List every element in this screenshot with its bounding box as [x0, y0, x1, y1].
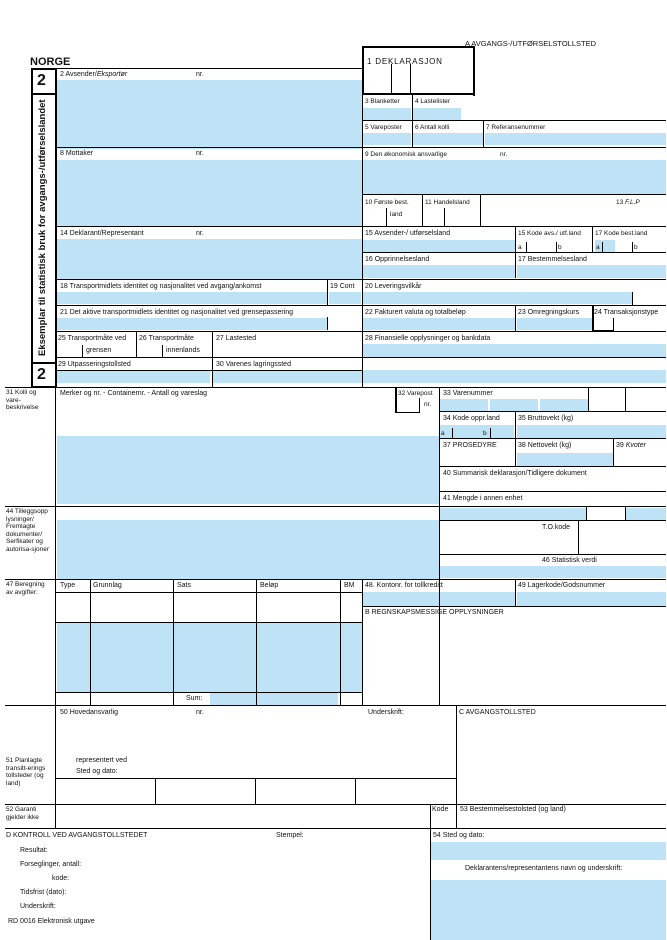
result-label: Resultat: [20, 847, 48, 854]
field-15-b: b [558, 244, 562, 251]
box-a-label: A AVGANGS-/UTFØRSELSTOLLSTED [465, 39, 597, 48]
col-grunnlag: Grunnlag [93, 582, 122, 589]
field-52-label: 52 Garanti gjelder ikke [6, 806, 39, 821]
represented-by-label: representert ved [76, 757, 127, 764]
country-label: NORGE [30, 56, 71, 68]
place-date-label: Sted og dato: [76, 768, 118, 775]
field-29-label: 29 Utpasseringstollsted [58, 361, 131, 368]
field-2-label: 2 Avsender/Eksportør [60, 71, 128, 78]
box-b-label: B REGNSKAPSMESSIGE OPPLYSNINGER [365, 609, 504, 616]
field-15-code-label: 15 Kode avs./ utf.land [518, 230, 581, 237]
col-belop: Beløp [260, 582, 279, 589]
field-16-label: 16 Opprinnelsesland [365, 256, 430, 263]
col-sats: Sats [177, 582, 192, 589]
field-11-label: 11 Handelsland [425, 199, 470, 206]
declarant-signature-label: Deklarantens/representantens navn og underskrift: [465, 865, 623, 872]
field-22-label: 22 Fakturert valuta og totalbeløp [365, 309, 466, 316]
footer-label: RD 0016 Elektronisk utgave [8, 918, 95, 925]
vertical-copy-text: Eksemplar til statistisk bruk for avgangs-/utførselslandet [37, 99, 48, 356]
field-32-label-a: 32 Varepost [398, 390, 433, 397]
box-1-label: 1 DEKLARASJON [367, 57, 443, 66]
field-20-label: 20 Leveringsvilkår [365, 283, 422, 290]
field-5-label: 5 Vareposter [365, 124, 402, 131]
deadline-label: Tidsfrist (dato): [20, 889, 67, 896]
field-25-label-b: grensen [86, 347, 112, 354]
field-46-label: 46 Statistisk verdi [542, 557, 597, 564]
field-41-label: 41 Mengde i annen enhet [443, 495, 523, 502]
field-48-label: 48. Kontonr. for tollkreditt [365, 582, 443, 589]
copy-number: 2 [37, 72, 46, 89]
field-19-label: 19 Cont [330, 283, 355, 290]
signature-label-d: Underskrift: [20, 903, 56, 910]
sum-label: Sum: [186, 695, 203, 702]
field-47-side-label: 47 Beregning av avgifter: [6, 581, 45, 596]
seal-code-label: kode: [52, 875, 70, 882]
signature-label: Underskrift: [368, 709, 404, 716]
field-26-label-a: 26 Transportmåte [139, 335, 194, 342]
field-26-label-b: innenlands [166, 347, 200, 354]
field-37-label: 37 PROSEDYRE [443, 442, 497, 449]
field-25-label-a: 25 Transportmåte ved [58, 335, 127, 342]
field-23-label: 23 Omregningskurs [518, 309, 580, 316]
seals-label: Forseglinger, antall: [20, 861, 82, 868]
field-28-label: 28 Finansielle opplysninger og bankdata [365, 335, 491, 342]
field-38-label: 38 Nettovekt (kg) [518, 442, 572, 449]
field-17-a: a [596, 244, 600, 251]
field-18-label: 18 Transportmidlets identitet og nasjonalitet ved avgang/ankomst [60, 283, 262, 290]
field-35-label: 35 Bruttovekt (kg) [518, 415, 574, 422]
stamp-label: Stempel: [276, 832, 304, 839]
field-31-side-label: 31 Kolli og vare-beskrivelse [6, 389, 39, 412]
field-24-label: 24 Transaksjonstype [594, 309, 659, 316]
field-33-label: 33 Varenummer [443, 390, 493, 397]
field-53-label: 53 Bestemmelsestolsted (og land) [460, 806, 566, 813]
field-3-label: 3 Blanketter [365, 98, 400, 105]
field-9-nr: nr. [500, 151, 508, 158]
field-15-a: a [518, 244, 522, 251]
field-9-label: 9 Den økonomisk ansvarlige [365, 151, 448, 158]
field-44-side-label: 44 Tilleggsopp lysninger/ Fremlagte dokumenter/ Serfikater og autorisa-sjoner [6, 508, 49, 553]
field-31-label: Merker og nr. - Containernr. - Antall og vareslag [60, 390, 208, 397]
field-51-side-label: 51 Planlagte transitt-erings tollsteder (og land) [6, 757, 46, 787]
field-40-label: 40 Summarisk deklarasjon/Tidligere dokument [443, 470, 587, 477]
field-10-label-b: land [390, 211, 403, 218]
field-34-label: 34 Kode oppr.land [443, 415, 500, 422]
field-17-b: b [634, 244, 638, 251]
field-15-label: 15 Avsender-/ utførselsland [365, 230, 451, 237]
copy-number-bottom: 2 [37, 366, 46, 383]
box-d-label: D KONTROLL VED AVGANGSTOLLSTEDET [6, 832, 148, 839]
col-bm: BM [344, 582, 355, 589]
field-13-label: 13 F.L.P [616, 199, 640, 206]
to-kode-label: T.O.kode [542, 524, 571, 531]
field-32-label-b: nr. [424, 401, 432, 408]
field-17-label: 17 Bestemmelsesland [518, 256, 587, 263]
field-49-label: 49 Lagerkode/Godsnummer [518, 582, 606, 589]
field-7-label: 7 Referansenummer [486, 124, 546, 131]
field-30-label: 30 Varenes lagringssted [216, 361, 291, 368]
box-c-label: C AVGANGSTOLLSTED [459, 709, 536, 716]
field-4-label: 4 Lastelister [415, 98, 451, 105]
field-14-nr: nr. [196, 230, 204, 237]
field-2-nr: nr. [196, 71, 204, 78]
field-8-nr: nr. [196, 150, 204, 157]
field-8-label: 8 Mottaker [60, 150, 94, 157]
field-34-a: a [441, 430, 445, 437]
field-34-b: b [483, 430, 487, 437]
field-17-code-label: 17 Kode best.land [595, 230, 648, 237]
field-21-label: 21 Det aktive transportmidlets identitet og nasjonalitet ved grensepassering [60, 309, 294, 316]
field-10-label-a: 10 Første best. [365, 199, 409, 206]
field-14-label: 14 Deklarant/Representant [60, 230, 144, 237]
kode-label: Kode [432, 806, 449, 813]
field-54-label: 54 Sted og dato: [433, 832, 485, 839]
col-type: Type [60, 582, 76, 589]
field-50-nr: nr. [196, 709, 204, 716]
field-27-label: 27 Lastested [216, 335, 257, 342]
field-50-label: 50 Hovedansvarlig [60, 709, 118, 716]
field-6-label: 6 Antall kolli [415, 124, 450, 131]
field-39-label: 39 Kvoter [616, 442, 646, 449]
